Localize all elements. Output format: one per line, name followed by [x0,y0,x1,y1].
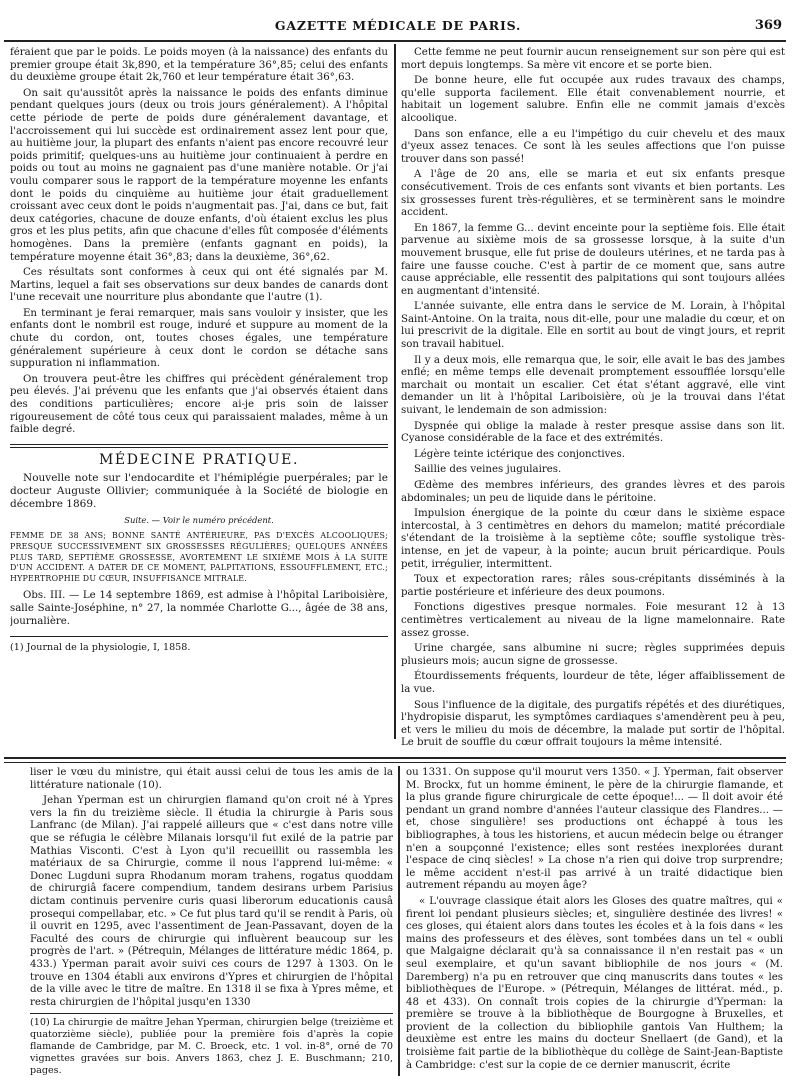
article-heading: Nouvelle note sur l'endocardite et l'hémiplégie puerpérales; par le docteur Auguste Ollivier; communiquée à la Société de biologie en décembre 1869. [10,472,388,510]
paragraph: Étourdissements fréquents, lourdeur de tête, léger affaiblissement de la vue. [401,671,785,695]
paragraph: liser le vœu du ministre, qui était aussi celui de tous les amis de la littérature nationale (10). [30,767,393,791]
observation-paragraph: Obs. III. — Le 14 septembre 1869, est admise à l'hôpital Lariboisière, salle Sainte-Joséphine, n° 27, la nommée Charlotte G..., âgée de 38 ans, journalière. [10,590,388,627]
page-header [14,18,782,38]
paragraph: Sous l'influence de la digitale, des purgatifs répétés et des diurétiques, l'hydropisie disparut, les symptômes cardiaques s'amendèrent peu à peu, et vers le milieu du mois de décembre, la malade put sortir de l'hôpital. Le bruit de souffle du cœur offrait toujours la même intensité. [401,699,785,747]
header-rule [4,40,786,42]
suite-note: Suite. — Voir le numéro précédent. [124,514,274,525]
footnote [10,642,388,654]
bottom-right-column [406,767,783,1079]
top-left-column [10,47,388,747]
paragraph: Jehan Yperman est un chirurgien flamand qu'on croit né à Ypres vers la fin du treizième siècle. Il étudia la chirurgie à Paris sous Lanfranc (de Milan). J'ai rappelé ailleurs que « c'est dans notre ville que se réfugia le célèbre Milanais lorsqu'il fut exilé de la patrie par Mathias Visconti. C'est à Lyon qu'il recueillit ou rassembla les matériaux de sa Chirurgie, comme il nous l'apprend lui-même: « Donec Lugduni supra Rhodanum moram trahens, rogatus quoddam de chirurgiâ facere compendium, tandem desirans urbem Parisius dictam continuis pervenire curis quasi liberorum educationis causâ prosequi compellabar, etc. » Ce fut plus tard qu'il se rendit à Paris, où il ouvrit en 1295, avec l'assentiment de Jean-Passavant, doyen de la Faculté des cours de chirurgie qui influèrent beaucoup sur les progrès de l'art. » (Pétrequin, Mélanges de littérature médic 1864, p. 433.) Yperman parait avoir suivi ces cours de 1297 à 1303. On le trouve en 1304 établi aux environs d'Ypres et chirurgien de l'hôpital de la ville avec le titre de maître. En 1318 il se fixa à Ypres même, et resta chirurgien de l'hôpital jusqu'en 1330 [30,795,393,1008]
paragraph: L'année suivante, elle entra dans le service de M. Lorain, à l'hôpital Saint-Antoine. On la traita, nous dit-elle, pour une maladie du cœur, et on lui prescrivit de la digitale. Elle en sortit au bout de vingt jours, et reprit son travail habituel. [401,301,785,351]
journal-title: GAZETTE MÉDICALE DE PARIS. [274,18,522,33]
footnote-text: (1) Journal de la physiologie, I, 1858. [10,642,191,654]
paragraph: Urine chargée, sans albumine ni sucre; règles supprimées depuis plusieurs mois; aucun signe de grossesse. [401,643,785,667]
case-summary: FEMME DE 38 ANS; BONNE SANTÉ ANTÉRIEURE, PAS D'EXCÈS ALCOOLIQUES; PRESQUE SUCCESSIVEMENT SIX GROSSESSES RÉGULIÈRES; QUELQUES ANNÉES PLUS TARD, SEPTIÈME GROSSESSE, AVORTEMENT LE SIXIÈME MOIS À LA SUITE D'UN ACCIDENT. A DATER DE CE MOMENT, PALPITATIONS, ESSOUFFLEMENT, ETC.; HYPERTROPHIE DU CŒUR, INSUFFISANCE MITRALE. [10,531,388,583]
paragraph: ou 1331. On suppose qu'il mourut vers 1350. « J. Yperman, fait observer M. Brockx, fut un homme éminent, le père de la chirurgie flamande, et la plus grande figure chirurgicale de cette époque!... — Il doit avoir été pendant un grand nombre d'années l'auteur classique des Flandres... — et, chose singulière! ses productions ont échappé à tous les bibliographes, à tous les historiens, et aucun médecin belge ou étranger n'en a soupçonné l'existence; elles sont restées inexplorées durant l'espace de cinq siècles! » La chose n'a rien qui doive trop surprendre; le même accident n'est-il pas arrivé à un traité didactique bien autrement répandu au moyen âge? [406,767,783,892]
paragraph: En 1867, la femme G... devint enceinte pour la septième fois. Elle était parvenue au sixième mois de sa grossesse lorsque, à la suite d'un mouvement brusque, elle fut prise de douleurs utérines, et ne tarda pas à faire une fausse couche. C'est à partir de ce moment que, sans autre cause appréciable, elle ressentit des palpitations qui sont toujours allées en augmentant d'intensité. [401,222,785,297]
paragraph: « L'ouvrage classique était alors les Gloses des quatre maîtres, qui « firent loi pendant plusieurs siècles; et, singulière destinée des livres! « ces gloses, qui étaient alors dans toutes les écoles et à la fois dans « les mains des professeurs et des élèves, sont tombées dans un tel « oubli que Malgaigne déclarait qu'à sa connaissance il n'en restait pas « un seul exemplaire, et qu'un savant bibliophile de nos jours « (M. Daremberg) n'a pu en retrouver que cinq manuscrits dans toutes « les bibliothèques de l'Europe. » (Pétrequin, Mélanges de littérat. méd., p. 48 et 433). On connaît trois copies de la chirurgie d'Yperman: la première se trouve à la bibliothèque de Bourgogne à Bruxelles, et provient de la collection du bibliophile gantois Van Hulthem; la deuxième est entre les mains du docteur Snellaert (de Gand), et la troisième fait partie de la bibliothèque du collège de Saint-Jean-Baptiste à Cambridge: c'est sur la copie de ce dernier manuscrit, écrite [406,895,783,1071]
section-title: MÉDECINE PRATIQUE. [98,451,300,468]
section-rule-top [10,444,388,448]
paragraph: Fonctions digestives presque normales. Foie mesurant 12 à 13 centimètres verticalement au niveau de la ligne mamelonnaire. Rate assez grosse. [401,602,785,639]
feuilleton-rule [4,757,786,759]
footnote-rule [10,636,388,637]
paragraph: Impulsion énergique de la pointe du cœur dans le sixième espace intercostal, à 3 centimètres en dehors du mamelon; matité précordiale s'étendant de la troisième à la septième côte; souffle systolique très-intense, en jet de vapeur, à la pointe; aucun bruit péricardique. Pouls petit, irrégulier, intermittent. [401,508,785,570]
paragraph: Cette femme ne peut fournir aucun renseignement sur son père qui est mort depuis longtemps. Sa mère vit encore et se porte bien. [401,47,785,71]
paragraph: Dans son enfance, elle a eu l'impétigo du cuir chevelu et des maux d'yeux assez tenaces. Ce sont là les seules affections que l'on puisse trouver dans son passé! [401,128,785,165]
paragraph: Ces résultats sont conformes à ceux qui ont été signalés par M. Martins, lequel a fait ses observations sur deux bandes de canards dont l'une recevait une nourriture plus abondante que l'autre (1). [10,267,388,304]
paragraph: Œdème des membres inférieurs, des grandes lèvres et des parois abdominales; un peu de liquide dans le péritoine. [401,480,785,504]
paragraph: Il y a deux mois, elle remarqua que, le soir, elle avait le bas des jambes enflé; en même temps elle devenait promptement essoufflée lorsqu'elle marchait ou montait un escalier. Cet état s'étant aggravé, elle vint demander un lit à l'hôpital Lariboisière, où je la trouvai dans l'état suivant, le lendemain de son admission: [401,354,785,417]
footnote-rule [30,1013,393,1014]
bottom-left-column [30,767,393,1079]
footnote [30,1017,393,1077]
footnote-text: (10) La chirurgie de maître Jehan Yperman, chirurgien belge (treizième et quatorzième siècle), publiée pour la première fois d'après la copie flamande de Cambridge, par M. C. Broeck, etc. 1 vol. in-8°, orné de 70 vignettes gravées sur bois. Anvers 1863, chez J. E. Buschmann; 210, pages. [30,1017,393,1077]
top-right-column [401,47,785,747]
paragraph: On trouvera peut-être les chiffres qui précèdent généralement trop peu élevés. J'ai prévenu que les enfants que j'ai observés étaient dans des conditions particulières; encore ai-je pris soin de laisser rigoureusement de côté tous ceux qui paraissaient malades, même à un faible degré. [10,373,388,436]
paragraph: En terminant je ferai remarquer, mais sans vouloir y insister, que les enfants dont le nombril est rouge, induré et suppure au moment de la chute du cordon, ont, toutes choses égales, une température généralement supérieure à ceux dont le cordon se détache sans suppuration ni inflammation. [10,307,388,370]
paragraph: De bonne heure, elle fut occupée aux rudes travaux des champs, qu'elle supporta facilement. Elle était convenablement nourrie, et habitait un logement salubre. Enfin elle ne commit jamais d'excès alcoolique. [401,75,785,124]
paragraph: Dyspnée qui oblige la malade à rester presque assise dans son lit. Cyanose considérable de la face et des extrémités. [401,420,785,445]
paragraph: Saillie des veines jugulaires. [414,464,562,476]
paragraph: A l'âge de 20 ans, elle se maria et eut six enfants presque consécutivement. Trois de ces enfants sont vivants et bien portants. Les six grossesses furent très-régulières, et se terminèrent sans le moindre accident. [401,169,785,219]
paragraph: Toux et expectoration rares; râles sous-crépitants disséminés à la partie postérieure et inférieure des deux poumons. [401,574,785,598]
feuilleton-rule-2 [4,762,786,763]
column-divider-top [394,44,396,739]
column-divider-bottom [398,766,400,1076]
paragraph: On sait qu'aussitôt après la naissance le poids des enfants diminue pendant quelques jours (deux ou trois jours généralement). A l'hôpital cette période de perte de poids dure généralement davantage, et l'accroissement qui lui succède est ordinairement assez lent pour que, au huitième jour, la plupart des enfants n'aient pas encore recouvré leur poids primitif; quelques-uns au huitième jour continuaient à perdre en poids ou tout au moins ne gagnaient pas d'une manière notable. Or j'ai voulu comparer sous le rapport de la température moyenne les enfants dont le poids du cinquième au huitième jour était graduellement croissant avec ceux dont le poids n'augmentait pas. J'ai, dans ce but, fait deux catégories, chacune de douze enfants, d'où étaient exclus les plus gros et les plus petits, afin que chacune d'elles fût composée d'éléments homogènes. Dans la première (enfants gagnant en poids), la température moyenne était 36°,83; dans la deuxième, 36°,62. [10,87,388,263]
paragraph: féraient que par le poids. Le poids moyen (à la naissance) des enfants du premier groupe était 3k,890, et la température 36°,85; celui des enfants du deuxième groupe était 2k,760 et leur température était 36°,63. [10,47,388,84]
page-number: 369 [754,18,782,33]
paragraph: Légère teinte ictérique des conjonctives. [414,448,625,460]
